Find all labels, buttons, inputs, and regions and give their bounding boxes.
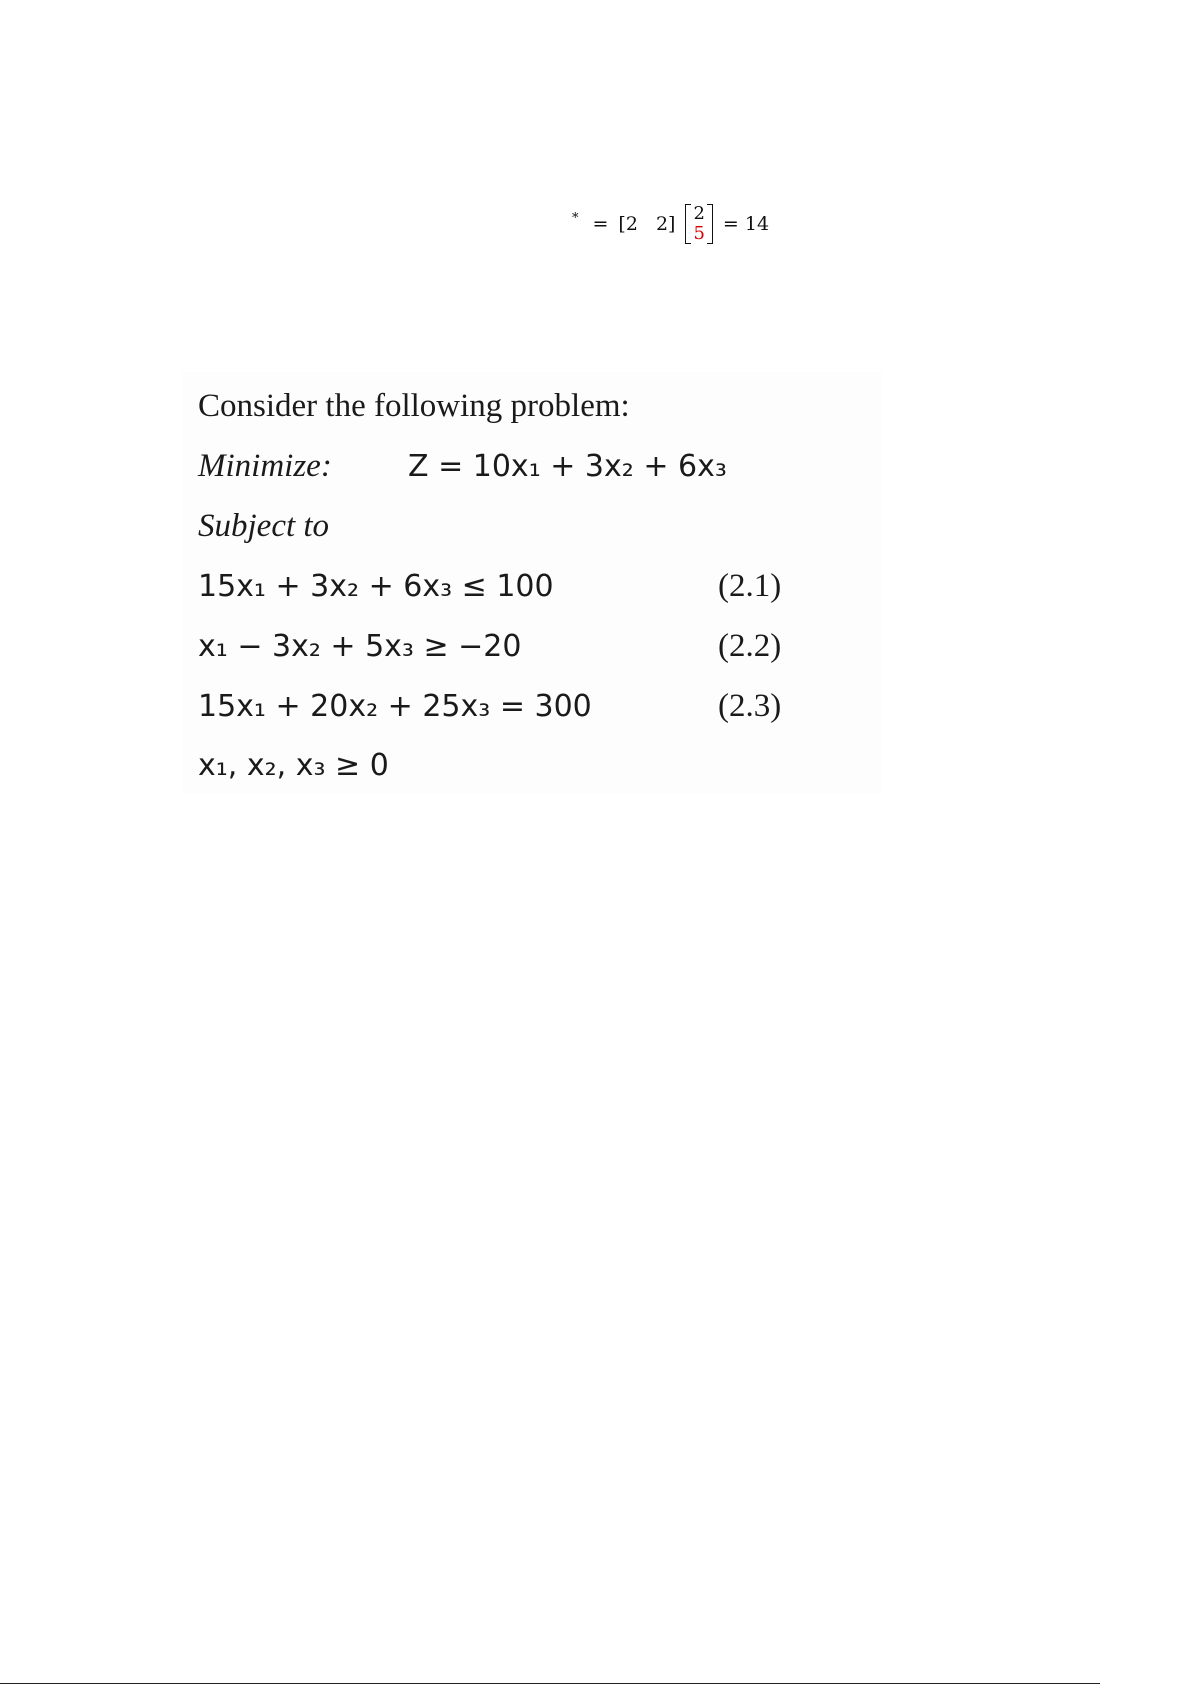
equation-number: (2.3) (718, 688, 782, 724)
objective-row (198, 448, 727, 485)
row-vector-entry-1: 2 (625, 213, 638, 235)
equation-number: (2.2) (718, 628, 782, 664)
column-vector-entry-1: 2 (693, 203, 705, 224)
equals-sign: = (592, 213, 609, 235)
column-vector-entry-2: 5 (693, 223, 705, 244)
column-vector (685, 204, 712, 244)
top-equation (572, 200, 775, 248)
constraint-2-3 (198, 688, 782, 725)
result: = 14 (722, 213, 770, 235)
subject-to-label: Subject to (198, 508, 330, 544)
objective-expression: Z = 10x₁ + 3x₂ + 6x₃ (408, 449, 727, 484)
constraint-2-2 (198, 628, 782, 665)
equation-number: (2.1) (718, 568, 782, 604)
problem-statement (182, 372, 882, 794)
footer-rule (0, 1683, 1100, 1684)
constraint-expression: 15x₁ + 20x₂ + 25x₃ = 300 (198, 689, 592, 724)
constraint-expression: x₁ − 3x₂ + 5x₃ ≥ −20 (198, 629, 522, 664)
asterisk: * (572, 210, 579, 226)
row-vector-entry-2: 2 (655, 213, 669, 235)
constraint-expression: 15x₁ + 3x₂ + 6x₃ ≤ 100 (198, 569, 554, 604)
row-vector: [2 2] (618, 213, 676, 235)
problem-intro: Consider the following problem: (198, 388, 630, 424)
constraint-2-1 (198, 568, 782, 605)
nonnegativity-constraint: x₁, x₂, x₃ ≥ 0 (198, 748, 389, 783)
objective-label: Minimize: (198, 448, 332, 484)
